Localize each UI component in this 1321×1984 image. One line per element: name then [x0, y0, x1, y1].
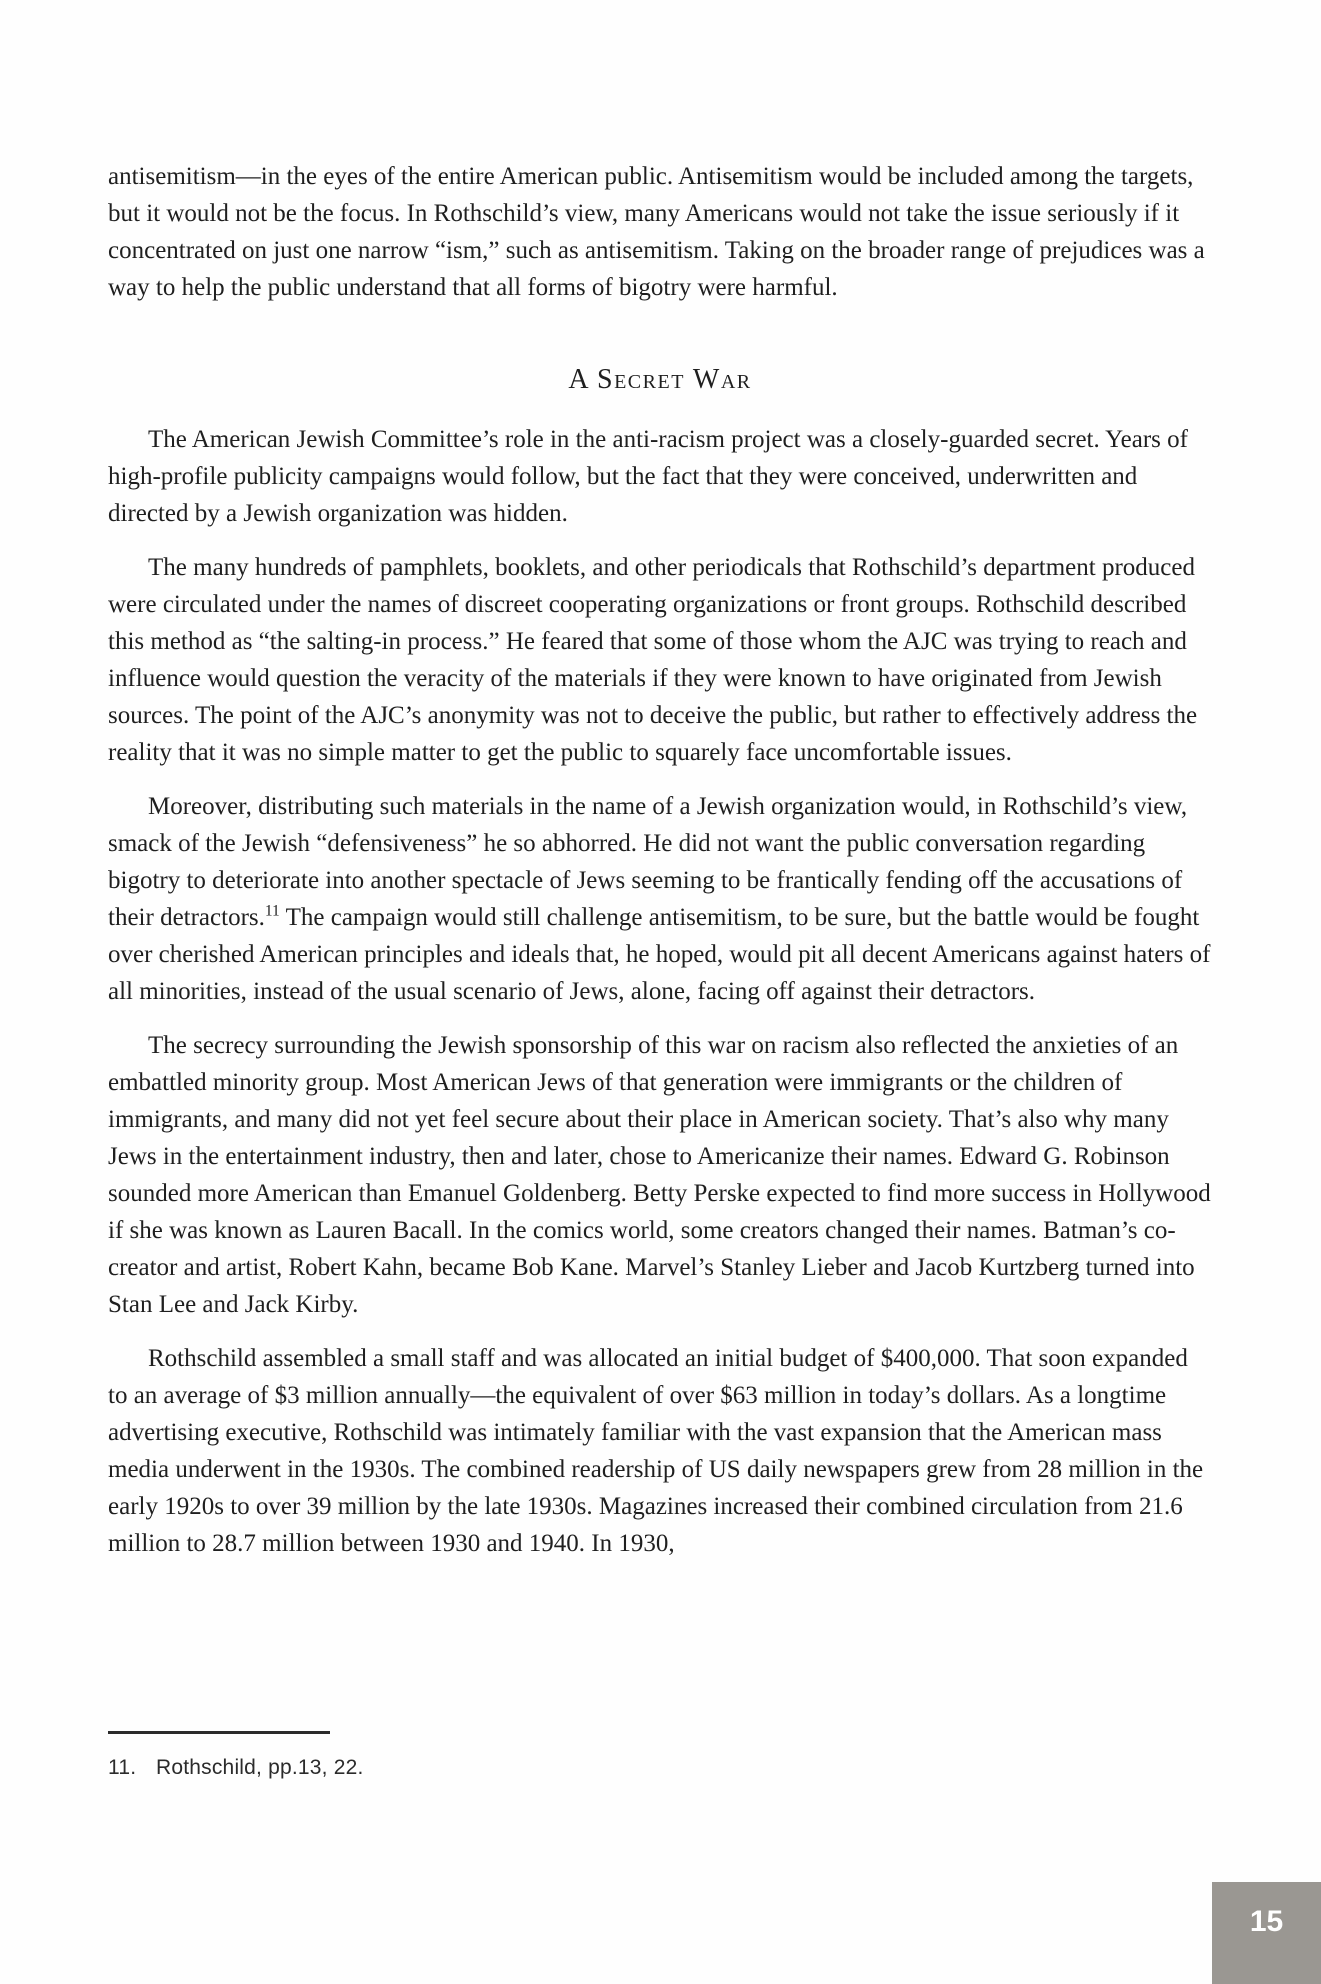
footnote: [108, 1756, 808, 1780]
body-paragraph: The many hundreds of pamphlets, booklets, and other periodicals that Rothschild’s department produced were circulated under the names of discreet cooperating organizations or front groups. Rothschild described this method as “the salting-in process.” He feared that some of those whom the AJC was trying to reach and influence would question the veracity of the materials if they were known to have originated from Jewish sources. The point of the AJC’s anonymity was not to deceive the public, but rather to effectively address the reality that it was no simple matter to get the public to squarely face uncomfortable issues.: [108, 554, 1198, 766]
paragraph-text: Moreover, distributing such materials in the name of a Jewish organization would, in Rothschild’s view, smack of the Jewish “defensiveness” he so abhorred. He did not want the public conversation regarding bigotry to deteriorate into another spectacle of Jews seeming to be frantically fending off the accusations of their detractors.: [108, 793, 1188, 931]
body-paragraph: The American Jewish Committee’s role in the anti-racism project was a closely-guarded secret. Years of high-profile publicity campaigns would follow, but the fact that they were conceived, underwritten and directed by a Jewish organization was hidden.: [108, 426, 1188, 527]
footnote-reference: 11: [264, 902, 280, 920]
body-paragraph: antisemitism—in the eyes of the entire American public. Antisemitism would be included among the targets, but it would not be the focus. In Rothschild’s view, many Americans would not take the issue seriously if it concentrated on just one narrow “ism,” such as antisemitism. Taking on the broader range of prejudices was a way to help the public understand that all forms of bigotry were harmful.: [108, 163, 1205, 301]
footnote-area: [108, 1731, 808, 1780]
body-paragraph: [108, 788, 1212, 1010]
body-paragraph: The secrecy surrounding the Jewish sponsorship of this war on racism also reflected the anxieties of an embattled minority group. Most American Jews of that generation were immigrants or the children of immigrants, and many did not yet feel secure about their place in American society. That’s also why many Jews in the entertainment industry, then and later, chose to Americanize their names. Edward G. Robinson sounded more American than Emanuel Goldenberg. Betty Perske expected to find more success in Hollywood if she was known as Lauren Bacall. In the comics world, some creators changed their names. Batman’s co-creator and artist, Robert Kahn, became Bob Kane. Marvel’s Stanley Lieber and Jacob Kurtzberg turned into Stan Lee and Jack Kirby.: [108, 1032, 1211, 1318]
page-number: 15: [1249, 1905, 1284, 1938]
footnote-text: Rothschild, pp.13, 22.: [156, 1756, 364, 1779]
page-number-box: [1212, 1882, 1321, 1984]
paragraph-text: The campaign would still challenge antisemitism, to be sure, but the battle would be fought over cherished American principles and ideals that, he hoped, would pit all decent Americans against haters of all minorities, instead of the usual scenario of Jews, alone, facing off against their detractors.: [108, 904, 1211, 1005]
footnote-number: 11.: [108, 1756, 137, 1779]
footnote-divider-rule: [108, 1731, 330, 1734]
body-paragraph: Rothschild assembled a small staff and was allocated an initial budget of $400,000. That soon expanded to an average of $3 million annually—the equivalent of over $63 million in today’s dollars. As a longtime advertising executive, Rothschild was intimately familiar with the vast expansion that the American mass media underwent in the 1930s. The combined readership of US daily newspapers grew from 28 million in the early 1920s to over 39 million by the late 1930s. Magazines increased their combined circulation from 21.6 million to 28.7 million between 1930 and 1940. In 1930,: [108, 1345, 1204, 1557]
page-text-block: [108, 158, 1212, 1579]
section-heading: A Secret War: [568, 364, 752, 395]
